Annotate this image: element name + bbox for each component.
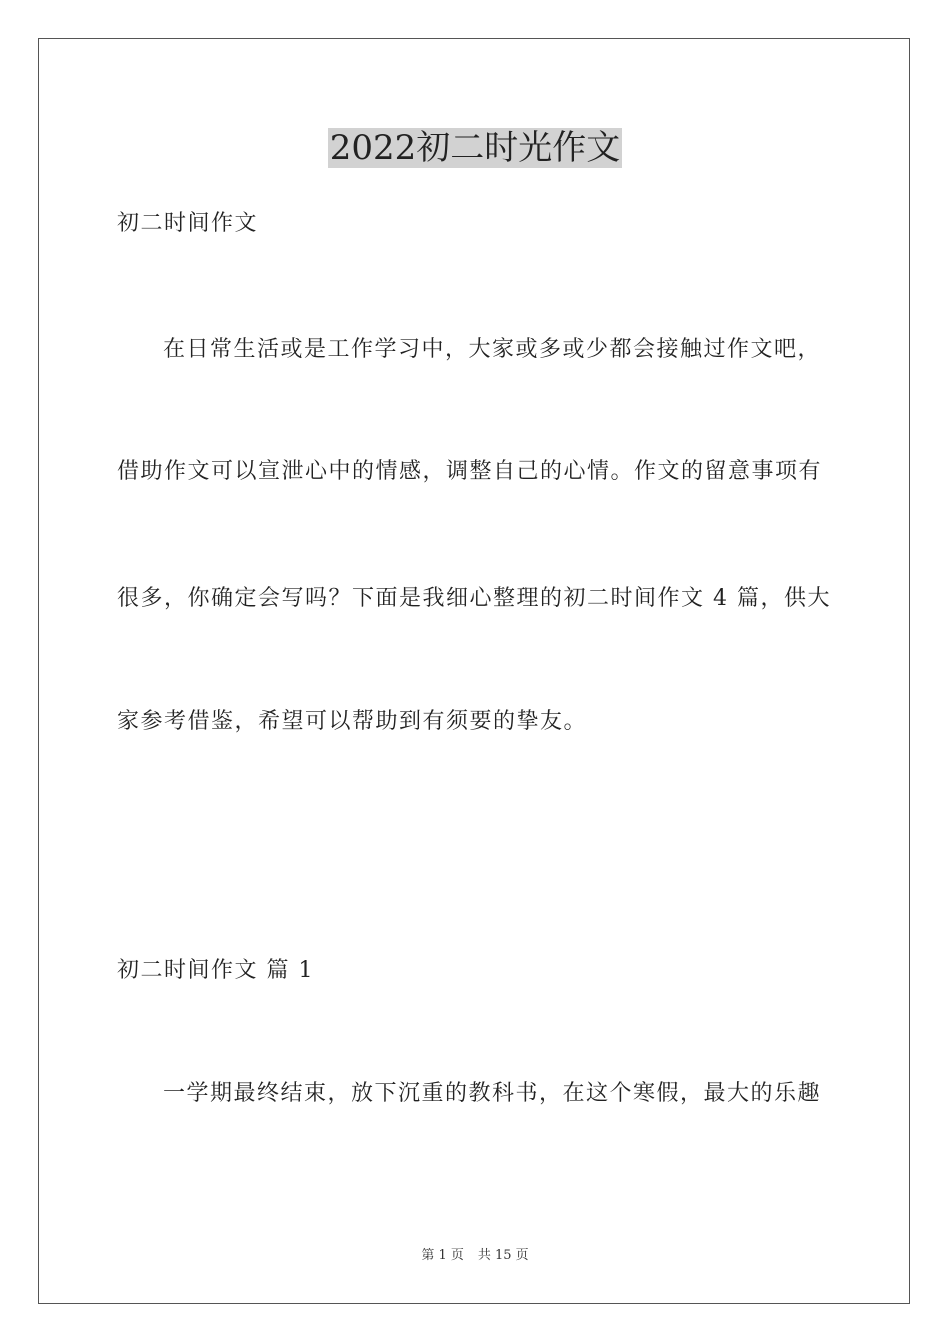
paragraph-line-5: 一学期最终结束，放下沉重的教科书，在这个寒假，最大的乐趣 xyxy=(163,1081,822,1106)
document-title-text: 2022初二时光作文 xyxy=(329,128,621,168)
paragraph-line-1: 在日常生活或是工作学习中，大家或多或少都会接触过作文吧， xyxy=(163,337,822,362)
paragraph-line-4: 家参考借鉴，希望可以帮助到有须要的挚友。 xyxy=(117,709,588,734)
page-number: 第 1 页 xyxy=(421,1248,464,1263)
section-heading-intro: 初二时间作文 xyxy=(117,211,259,236)
paragraph-line-3: 很多，你确定会写吗？下面是我细心整理的初二时间作文 4 篇，供大 xyxy=(117,586,831,611)
section-heading-essay-1: 初二时间作文 篇 1 xyxy=(117,958,314,983)
page-footer xyxy=(0,1247,950,1265)
page-total: 共 15 页 xyxy=(477,1248,529,1263)
document-title xyxy=(0,126,950,170)
paragraph-line-2: 借助作文可以宣泄心中的情感，调整自己的心情。作文的留意事项有 xyxy=(117,459,823,484)
